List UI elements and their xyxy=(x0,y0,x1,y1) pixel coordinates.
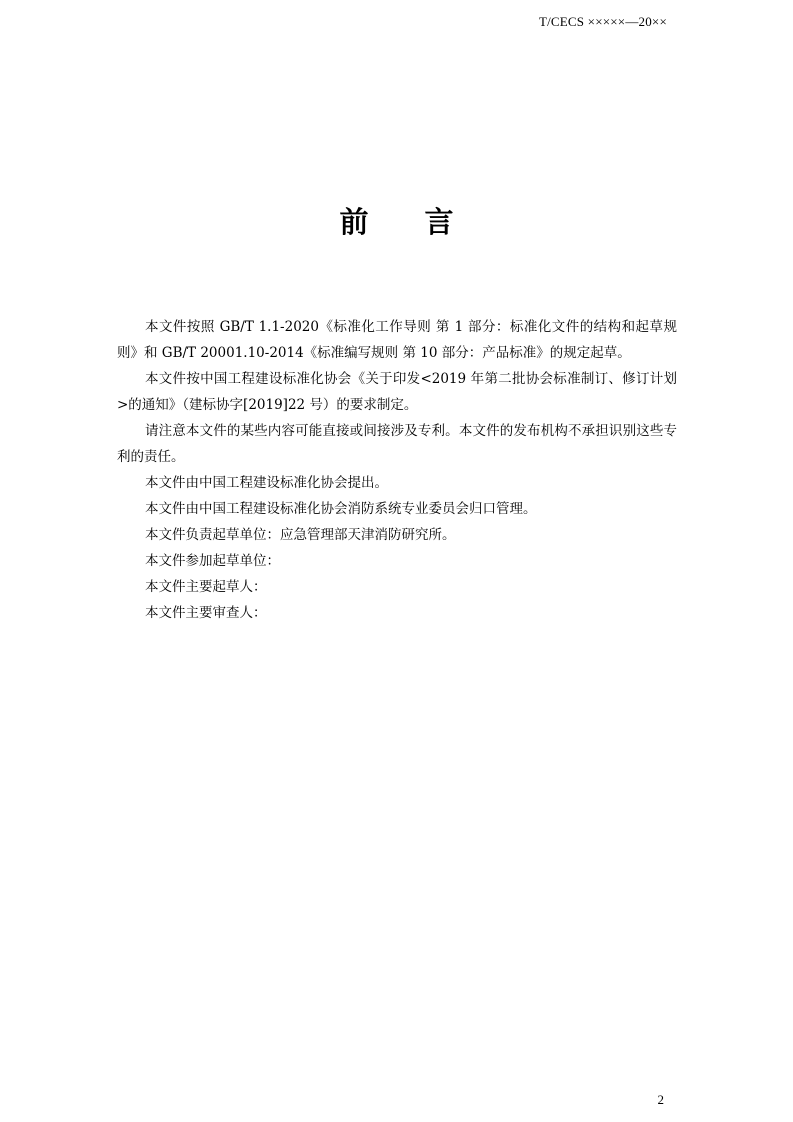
paragraph-main-drafters: 本文件主要起草人： xyxy=(145,579,267,595)
paragraph-administrator: 本文件由中国工程建设标准化协会消防系统专业委员会归口管理。 xyxy=(145,501,537,517)
paragraph-lead-drafter-unit: 本文件负责起草单位：应急管理部天津消防研究所。 xyxy=(145,527,456,543)
paragraph-drafting-rules: 本文件按照 GB/T 1.1-2020《标准化工作导则 第 1 部分：标准化文件的结构和起草规则》和 GB/T 20001.10-2014《标准编写规则 第 10 部分：产品标准》的规定起草。 xyxy=(117,319,677,361)
paragraph-plan-notice: 本文件按中国工程建设标准化协会《关于印发<2019 年第二批协会标准制订、修订计划>的通知》（建标协字[2019]22 号）的要求制定。 xyxy=(117,371,677,413)
page-number: 2 xyxy=(657,1092,664,1107)
standard-code-header: T/CECS ×××××—20×× xyxy=(538,14,667,29)
paragraph-proposer: 本文件由中国工程建设标准化协会提出。 xyxy=(145,475,388,491)
foreword-body xyxy=(117,314,677,626)
paragraph-main-reviewers: 本文件主要审查人： xyxy=(145,605,267,621)
page-title-char-2: 言 xyxy=(424,205,454,239)
paragraph-participating-units: 本文件参加起草单位： xyxy=(145,553,280,569)
page-title-char-1: 前 xyxy=(339,205,369,239)
page-title xyxy=(0,200,793,241)
paragraph-patent-notice: 请注意本文件的某些内容可能直接或间接涉及专利。本文件的发布机构不承担识别这些专利的责任。 xyxy=(117,423,677,465)
